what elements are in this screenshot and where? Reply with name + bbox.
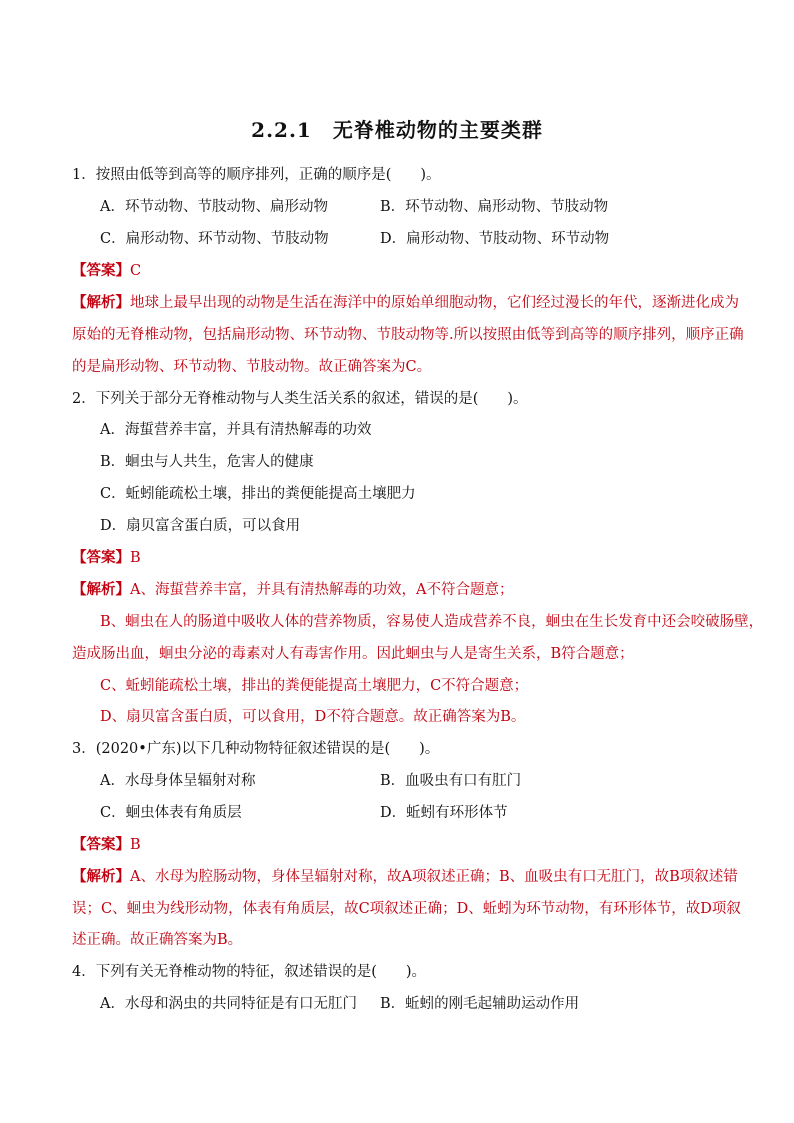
q2-answer <box>72 548 732 568</box>
q2-analysis-line-4: C、蚯蚓能疏松土壤，排出的粪便能提高土壤肥力，C不符合题意； <box>100 678 529 694</box>
q1-answer <box>72 261 732 281</box>
q3-analysis-line-3: 述正确。故正确答案为B。 <box>72 932 243 948</box>
q2-analysis-line-5: D、扇贝富含蛋白质，可以食用，D不符合题意。故正确答案为B。 <box>100 709 526 725</box>
q4-option-a: A．水母和涡虫的共同特征是有口无肛门 <box>100 996 357 1012</box>
q2-option-a: A．海蜇营养丰富，并具有清热解毒的功效 <box>100 422 372 438</box>
analysis-text: 地球上最早出现的动物是生活在海洋中的原始单细胞动物，它们经过漫长的年代，逐渐进化成为 <box>130 295 739 311</box>
q3-option-d: D．蚯蚓有环形体节 <box>380 805 508 821</box>
q3-stem: 3．(2020•广东)以下几种动物特征叙述错误的是( )。 <box>72 741 440 757</box>
q3-option-c: C．蛔虫体表有角质层 <box>100 805 242 821</box>
q2-option-c: C．蚯蚓能疏松土壤，排出的粪便能提高土壤肥力 <box>100 486 416 502</box>
q3-option-b: B．血吸虫有口有肛门 <box>380 773 522 789</box>
q1-analysis-line-3: 的是扁形动物、环节动物、节肢动物。故正确答案为C。 <box>72 359 432 375</box>
q3-analysis-line-1 <box>72 867 738 887</box>
answer-value: B <box>130 550 141 566</box>
q1-option-b: B．环节动物、扁形动物、节肢动物 <box>380 199 609 215</box>
q2-analysis-line-2: B、蛔虫在人的肠道中吸收人体的营养物质，容易使人造成营养不良，蛔虫在生长发育中还会咬破肠壁， <box>100 614 764 630</box>
q1-option-d: D．扁形动物、节肢动物、环节动物 <box>380 231 610 247</box>
q4-option-b: B．蚯蚓的刚毛起辅助运动作用 <box>380 996 580 1012</box>
q2-option-b: B．蛔虫与人共生，危害人的健康 <box>100 454 314 470</box>
analysis-tag: 【解析】 <box>72 868 130 885</box>
analysis-tag: 【解析】 <box>72 581 130 598</box>
q1-analysis-line-1 <box>72 293 739 313</box>
answer-value: B <box>130 837 141 853</box>
analysis-tag: 【解析】 <box>72 294 130 311</box>
q1-option-a: A．环节动物、节肢动物、扁形动物 <box>100 199 328 215</box>
answer-tag: 【答案】 <box>72 549 130 566</box>
q3-analysis-line-2: 误；C、蛔虫为线形动物，体表有角质层，故C项叙述正确；D、蚯蚓为环节动物，有环形体节，故D项叙 <box>72 901 741 917</box>
answer-value: C <box>130 263 142 279</box>
q3-answer <box>72 835 732 855</box>
q1-stem: 1．按照由低等到高等的顺序排列，正确的顺序是( )。 <box>72 167 441 183</box>
page-title: 2.2.1 无脊椎动物的主要类群 <box>251 118 543 142</box>
q2-stem: 2．下列关于部分无脊椎动物与人类生活关系的叙述，错误的是( )。 <box>72 391 528 407</box>
q2-analysis-line-1 <box>72 580 732 600</box>
q2-analysis-line-3: 造成肠出血，蛔虫分泌的毒素对人有毒害作用。因此蛔虫与人是寄生关系，B符合题意； <box>72 646 634 662</box>
answer-tag: 【答案】 <box>72 262 130 279</box>
analysis-text: A、水母为腔肠动物，身体呈辐射对称，故A项叙述正确；B、血吸虫有口无肛门，故B项叙述错 <box>130 869 738 885</box>
answer-tag: 【答案】 <box>72 836 130 853</box>
q1-option-c: C．扁形动物、环节动物、节肢动物 <box>100 231 329 247</box>
q2-option-d: D．扇贝富含蛋白质，可以食用 <box>100 518 301 534</box>
analysis-text: A、海蜇营养丰富，并具有清热解毒的功效，A不符合题意； <box>130 582 514 598</box>
q1-analysis-line-2: 原始的无脊椎动物，包括扁形动物、环节动物、节肢动物等.所以按照由低等到高等的顺序排列，顺序正确 <box>72 327 744 343</box>
q3-option-a: A．水母身体呈辐射对称 <box>100 773 256 789</box>
q4-stem: 4．下列有关无脊椎动物的特征，叙述错误的是( )。 <box>72 964 427 980</box>
